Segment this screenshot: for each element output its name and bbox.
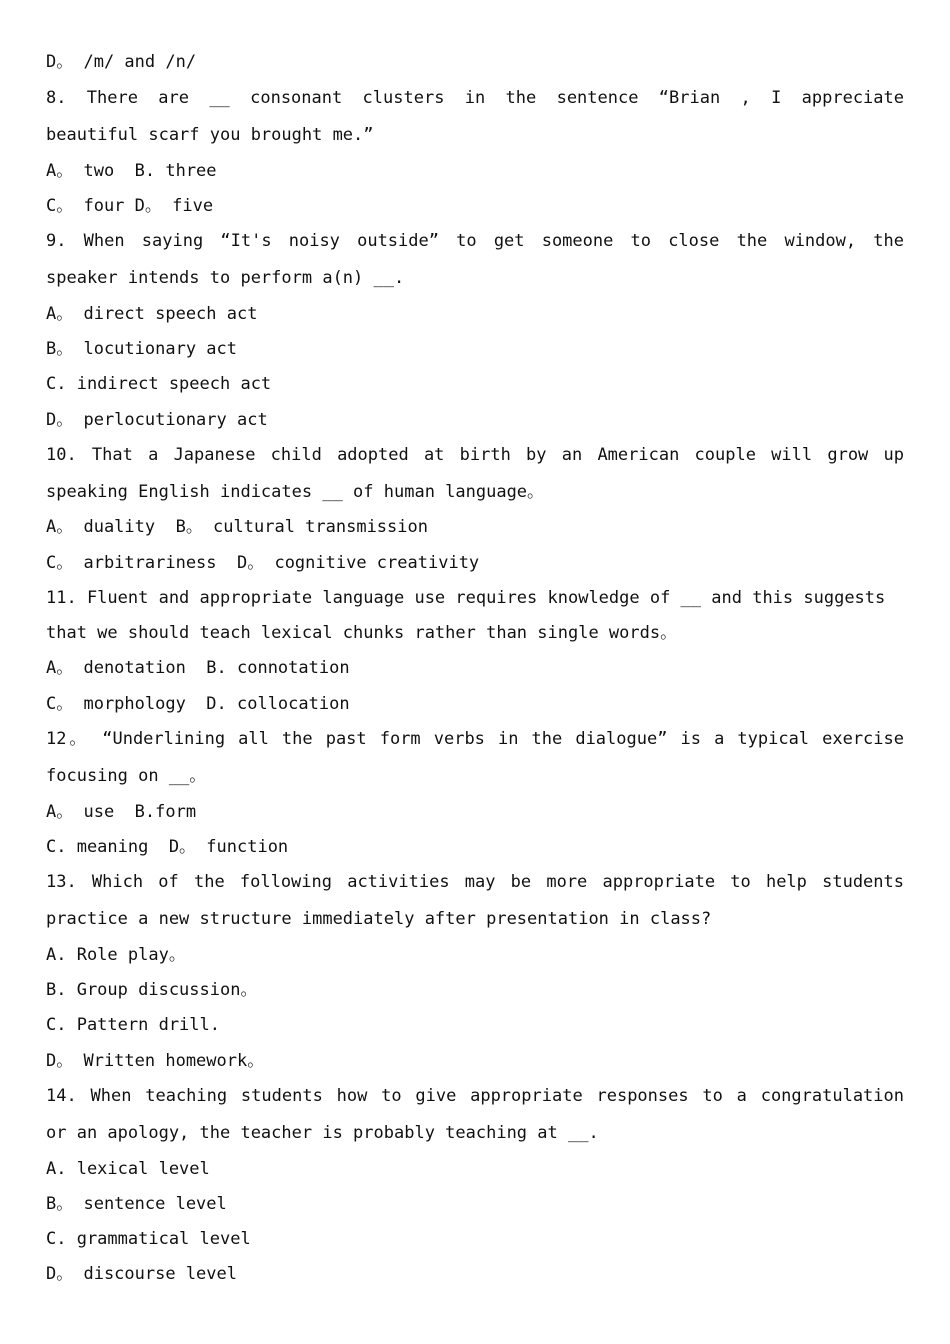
question-9-option-a: A。 direct speech act bbox=[46, 304, 258, 324]
question-8-line-2: beautiful scarf you brought me.” bbox=[46, 125, 374, 145]
question-12-line-1: 12。 “Underlining all the past form verbs in the dialogue” is a typical exercise bbox=[46, 729, 904, 749]
question-10-options-ab: A。 duality B。 cultural transmission bbox=[46, 517, 428, 537]
question-12-options-cd: C. meaning D。 function bbox=[46, 837, 289, 857]
question-14-option-a: A. lexical level bbox=[46, 1159, 210, 1179]
question-11-options-ab: A。 denotation B. connotation bbox=[46, 658, 350, 678]
question-14-line-1: 14. When teaching students how to give appropriate responses to a congratulation bbox=[46, 1086, 904, 1106]
question-8-options-cd: C。 four D。 five bbox=[46, 196, 214, 216]
question-10-options-cd: C。 arbitrariness D。 cognitive creativity bbox=[46, 553, 480, 573]
question-9-option-b: B。 locutionary act bbox=[46, 339, 237, 359]
question-13-line-2: practice a new structure immediately after presentation in class? bbox=[46, 909, 712, 929]
question-14-line-2: or an apology, the teacher is probably teaching at __. bbox=[46, 1123, 599, 1143]
question-10-line-2: speaking English indicates __ of human language。 bbox=[46, 482, 545, 502]
question-8-line-1: 8. There are __ consonant clusters in the sentence “Brian , I appreciate bbox=[46, 88, 904, 108]
question-12-options-ab: A。 use B.form bbox=[46, 802, 197, 822]
question-9-option-d: D。 perlocutionary act bbox=[46, 410, 268, 430]
question-8-options-ab: A。 two B. three bbox=[46, 161, 217, 181]
question-9-option-c: C. indirect speech act bbox=[46, 374, 272, 394]
question-14-option-b: B。 sentence level bbox=[46, 1194, 227, 1214]
question-13-option-a: A. Role play。 bbox=[46, 945, 186, 965]
question-13-option-b: B. Group discussion。 bbox=[46, 980, 258, 1000]
question-11-options-cd: C。 morphology D. collocation bbox=[46, 694, 350, 714]
question-14-option-c: C. grammatical level bbox=[46, 1229, 251, 1249]
question-12-line-2: focusing on __。 bbox=[46, 766, 207, 786]
question-13-option-c: C. Pattern drill. bbox=[46, 1015, 220, 1035]
question-10-line-1: 10. That a Japanese child adopted at birth by an American couple will grow up bbox=[46, 445, 904, 465]
question-13-line-1: 13. Which of the following activities may be more appropriate to help students bbox=[46, 872, 904, 892]
question-14-option-d: D。 discourse level bbox=[46, 1264, 237, 1284]
question-9-line-1: 9. When saying “It's noisy outside” to get someone to close the window, the bbox=[46, 231, 904, 251]
question-11-line-2: that we should teach lexical chunks rather than single words。 bbox=[46, 623, 678, 643]
question-13-option-d: D。 Written homework。 bbox=[46, 1051, 265, 1071]
question-11-line-1: 11. Fluent and appropriate language use requires knowledge of __ and this suggests bbox=[46, 588, 886, 608]
question-9-line-2: speaker intends to perform a(n) __. bbox=[46, 268, 405, 288]
option-8d-prev: D。 /m/ and /n/ bbox=[46, 52, 197, 72]
